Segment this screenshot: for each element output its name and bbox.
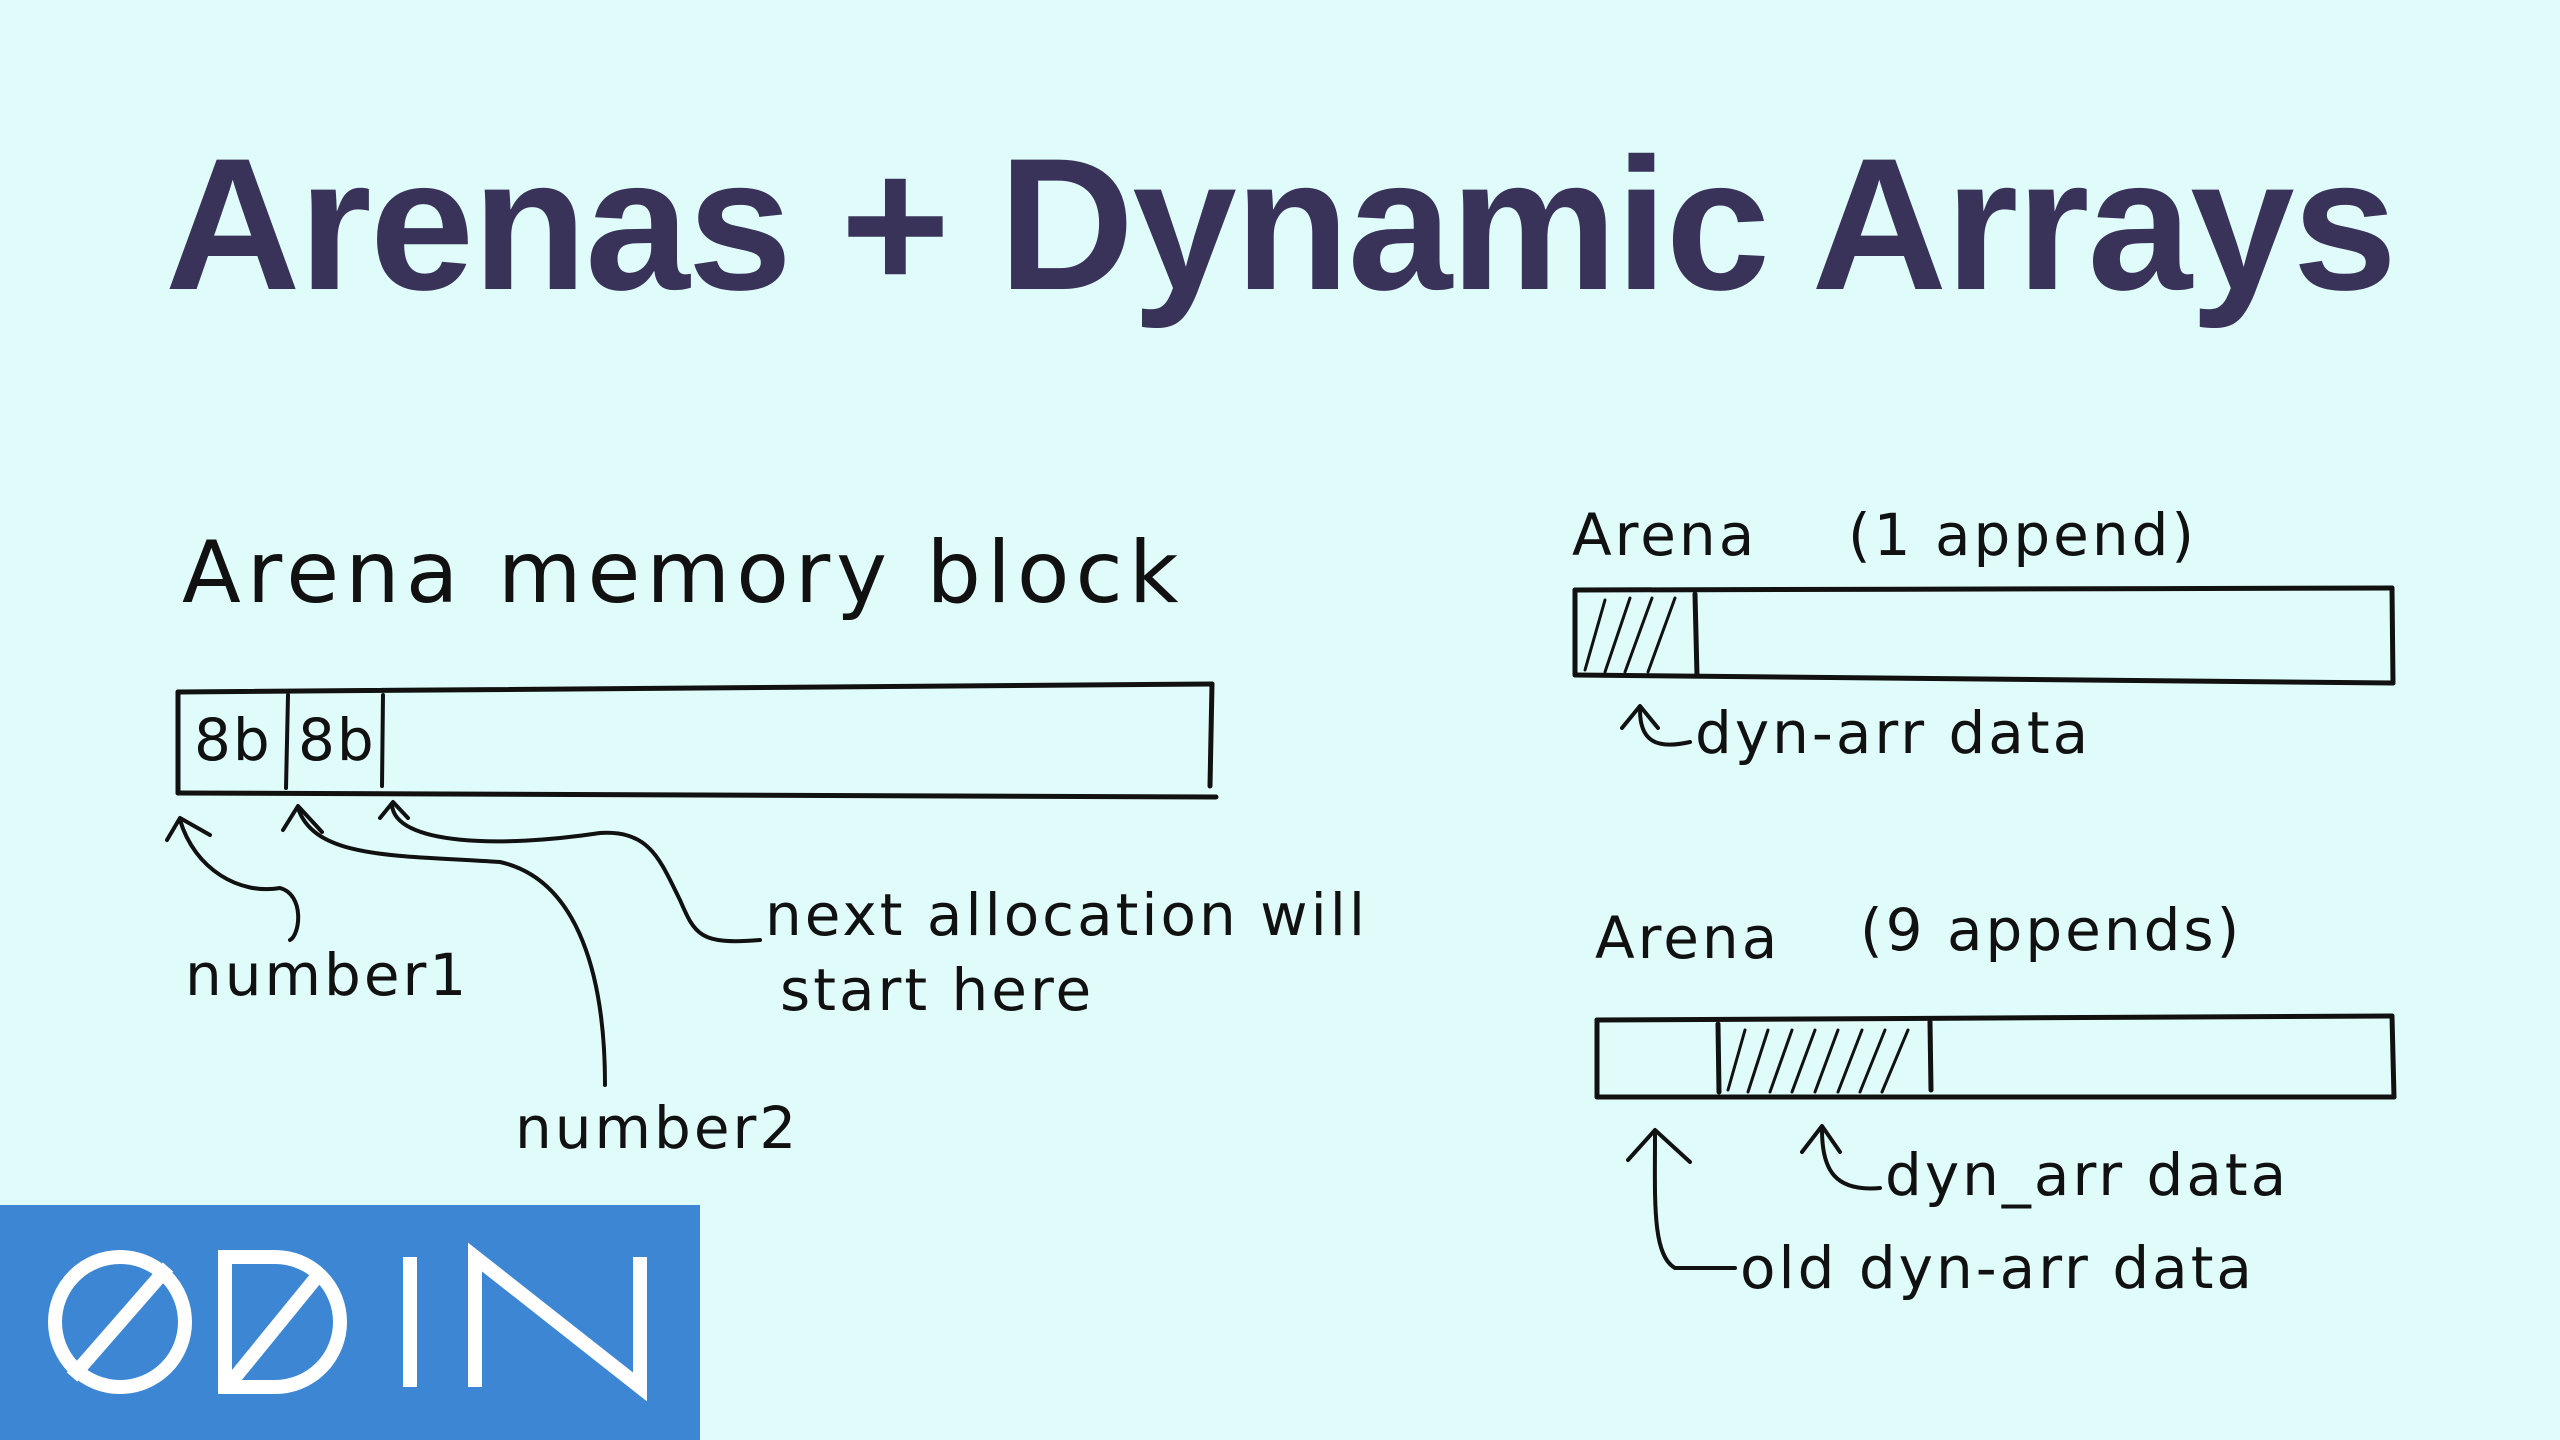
arena-9-appends-hatching (1728, 1030, 1908, 1092)
next-allocation-arrow (380, 802, 760, 941)
arena-1-append-hatching (1585, 598, 1675, 672)
logo-n-letter (475, 1257, 640, 1387)
number2-label: number2 (515, 1094, 800, 1162)
arena-1-append-pointer-label: dyn-arr data (1695, 699, 2092, 767)
arena-9-appends-note: (9 appends) (1860, 896, 2243, 964)
old-dyn-arr-pointer (1628, 1130, 1735, 1268)
number1-arrow (167, 818, 298, 940)
next-allocation-label-line1: next allocation will (765, 881, 1368, 949)
next-allocation-label-line2: start here (780, 956, 1095, 1024)
page-title: Arenas + Dynamic Arrays (164, 119, 2396, 329)
arena-9-appends-heading: Arena (1595, 904, 1781, 972)
arena-1-append-heading: Arena (1572, 501, 1758, 569)
number1-label: number1 (185, 941, 470, 1009)
new-dyn-arr-pointer (1802, 1126, 1880, 1188)
odin-logo-mark (0, 1205, 700, 1440)
arena-9-appends-block (1597, 1016, 2394, 1097)
cell-number1: 8b (194, 706, 272, 774)
arena-1-append-block (1575, 588, 2393, 683)
arena-1-append-note: (1 append) (1848, 501, 2198, 569)
logo-d-slash (232, 1273, 320, 1381)
arena-memory-block-heading: Arena memory block (182, 523, 1185, 623)
new-dyn-arr-label: dyn_arr data (1885, 1141, 2290, 1209)
arena-1-append-pointer (1622, 706, 1690, 745)
logo-o-slash (72, 1267, 168, 1377)
odin-logo (0, 1205, 700, 1440)
cell-number2: 8b (298, 706, 376, 774)
old-dyn-arr-label: old dyn-arr data (1740, 1234, 2255, 1302)
